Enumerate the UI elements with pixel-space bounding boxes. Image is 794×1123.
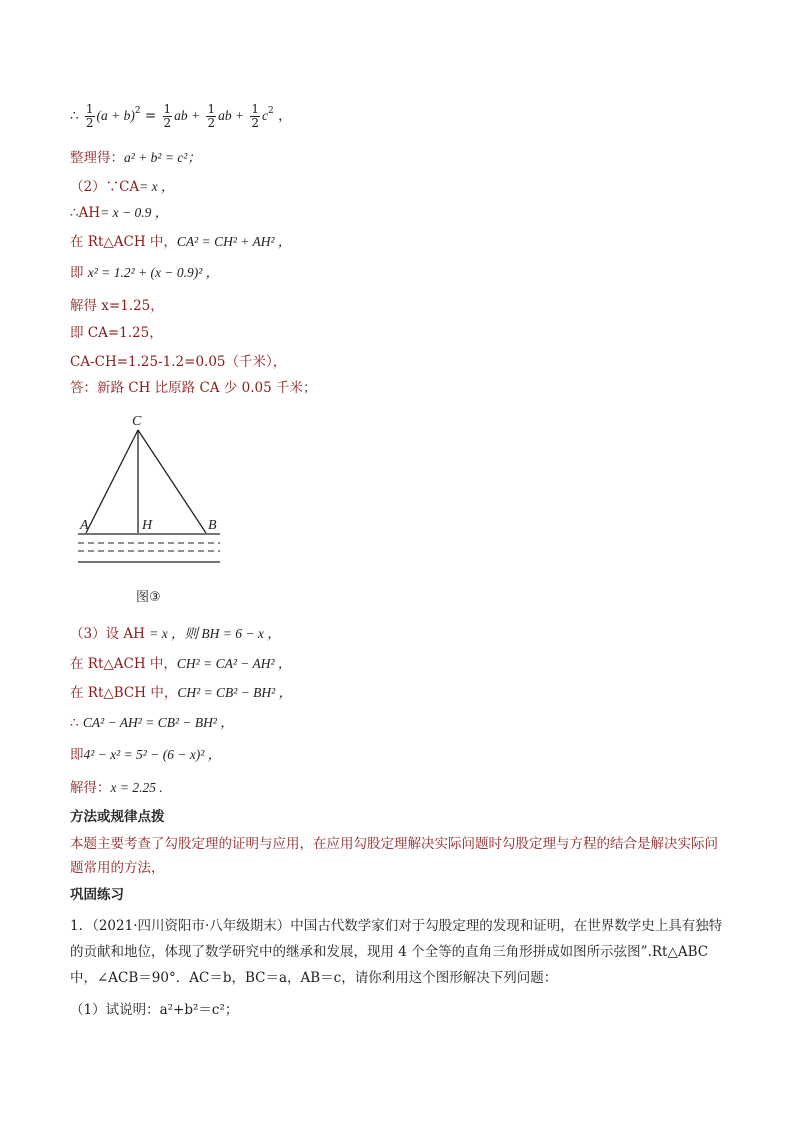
- practice-question-1-part-1: （1）试说明：a²+b²＝c²；: [70, 1002, 239, 1018]
- triangle-figure: [70, 405, 230, 610]
- practice-heading: 巩固练习: [70, 887, 124, 903]
- method-heading: 方法或规律点拨: [70, 809, 165, 825]
- equation-line-2: 整理得：a² + b² = c²；: [70, 150, 201, 166]
- expr-c: c: [262, 108, 269, 123]
- fraction: $\frac{1}{2}$: [207, 102, 216, 130]
- label-h: H: [142, 518, 153, 533]
- equation-line-1: ∴ $\frac{1}{2}$ $(a + b)^2$ = $\frac{1}{2}$ ab + $\frac{1}{2}$ ab + $\frac{1}{2}$ $c^2$ ，: [70, 102, 292, 130]
- equation-line-12: 在 Rt△ACH 中，CH² = CA² − AH² ，: [70, 656, 292, 672]
- practice-question-1: 1．（2021·四川资阳市·八年级期末）中国古代数学家们对于勾股定理的发现和证明，在世界数学史上具有独特的贡献和地位，体现了数学研究中的继承和发展，现用 4 个全等的直角三角形拼成如图所示弦图”.Rt△ABC 中，∠ACB＝90°．AC＝b，BC＝a，AB＝c，请你利用这个图形解决下列问题：: [70, 918, 723, 986]
- answer-line: 答：新路 CH 比原路 CA 少 0.05 千米；: [70, 380, 317, 396]
- therefore-symbol: ∴: [70, 108, 79, 124]
- equation-line-14: ∴ CA² − AH² = CB² − BH² ，: [70, 715, 234, 731]
- equation-line-6: 即 x² = 1.2² + (x − 0.9)² ，: [70, 265, 220, 281]
- equation-line-4: ∴AH= x − 0.9 ，: [70, 205, 169, 221]
- equation-line-15: 即4² − x² = 5² − (6 − x)² ，: [70, 747, 222, 763]
- expr-a-plus-b: (a + b): [96, 108, 135, 123]
- equation-line-5: 在 Rt△ACH 中，CA² = CH² + AH² ，: [70, 234, 292, 250]
- equation-line-16: 解得：x = 2.25 .: [70, 780, 163, 796]
- equals: =: [144, 108, 157, 124]
- equation-line-3: （2）∵CA= x ，: [70, 179, 175, 195]
- side-ca: [86, 430, 138, 533]
- fraction: $\frac{1}{2}$: [163, 102, 172, 130]
- expr-ab: ab +: [218, 108, 245, 123]
- method-text: 本题主要考查了勾股定理的证明与应用，在应用勾股定理解决实际问题时勾股定理与方程的结合是解决实际问题常用的方法，: [70, 836, 718, 876]
- fraction: $\frac{1}{2}$: [85, 102, 94, 130]
- equation-line-7: 解得 x=1.25，: [70, 298, 164, 314]
- equation-line-9: CA-CH=1.25-1.2=0.05（千米），: [70, 354, 287, 370]
- equation-line-8: 即 CA=1.25，: [70, 325, 163, 341]
- label-b: B: [208, 518, 217, 533]
- expr-ab: ab +: [174, 108, 201, 123]
- fraction: $\frac{1}{2}$: [251, 102, 260, 130]
- equation-line-13: 在 Rt△BCH 中，CH² = CB² − BH² ，: [70, 685, 293, 701]
- equation-line-11: （3）设 AH = x ，则 BH = 6 − x ，: [70, 626, 281, 642]
- label-a: A: [80, 518, 89, 533]
- figure-caption: 图③: [136, 590, 161, 605]
- label-c: C: [132, 414, 142, 429]
